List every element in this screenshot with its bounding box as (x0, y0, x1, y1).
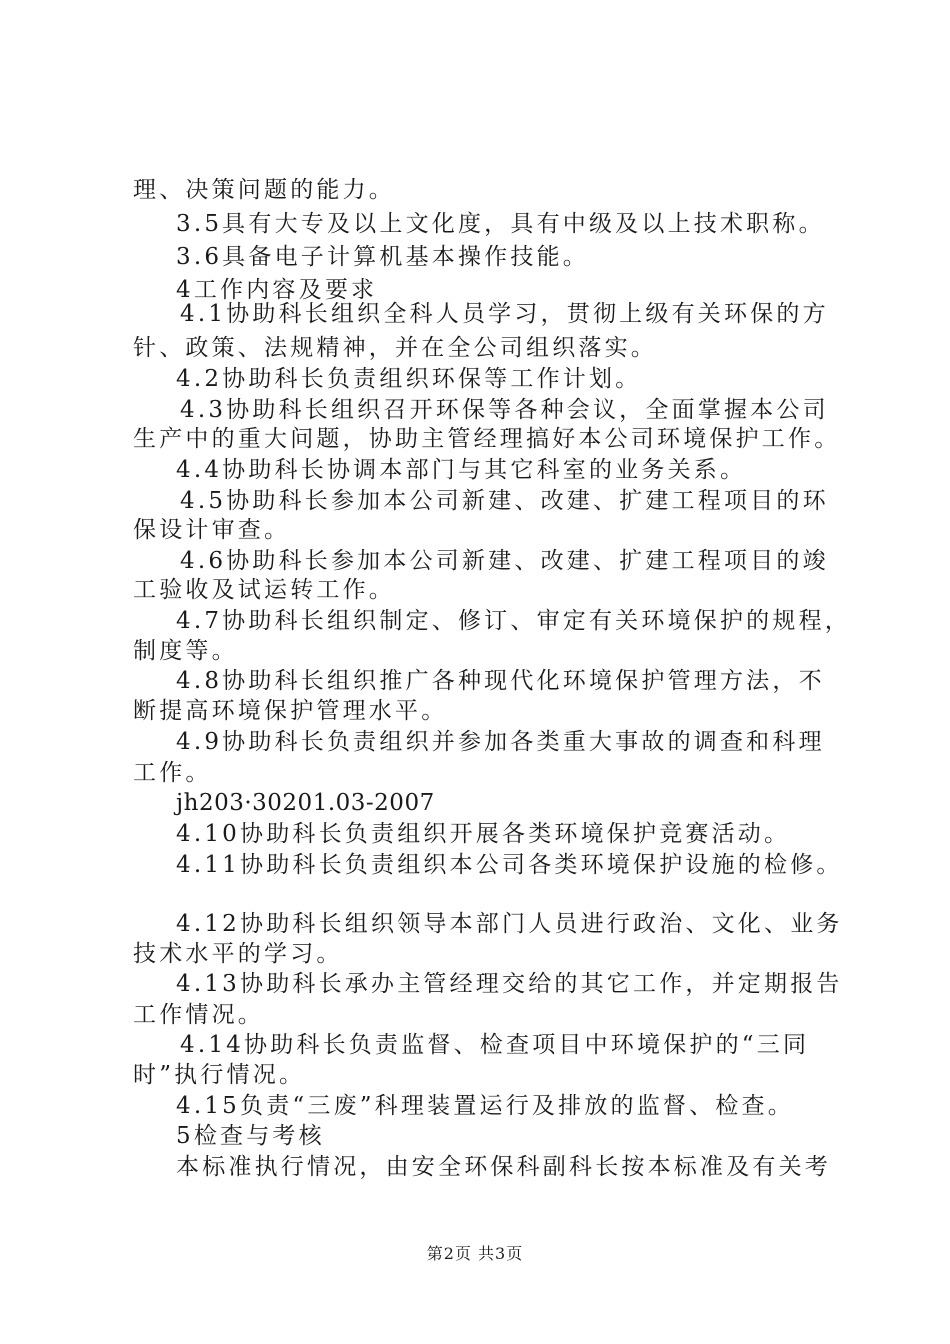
text-line: 本标准执行情况，由安全环保科副科长按本标准及有关考 (176, 1154, 831, 1180)
text-line: 4.6协助科长参加本公司新建、改建、扩建工程项目的竣 (180, 548, 829, 574)
text-line: 4.12协助科长组织领导本部门人员进行政治、文化、业务 (176, 911, 843, 937)
text-line: 针、政策、法规精神，并在全公司组织落实。 (133, 335, 657, 361)
text-line: 4.2协助科长负责组织环保等工作计划。 (176, 366, 642, 392)
text-line: 4.10协助科长负责组织开展各类环境保护竞赛活动。 (176, 821, 791, 847)
text-line: 4.1协助科长组织全科人员学习，贯彻上级有关环保的方 (180, 301, 829, 327)
text-line: 4.5协助科长参加本公司新建、改建、扩建工程项目的环 (180, 488, 829, 514)
text-line: 保设计审查。 (133, 517, 291, 543)
text-line: 4.3协助科长组织召开环保等各种会议，全面掌握本公司 (180, 397, 829, 423)
section-heading: 4工作内容及要求 (176, 277, 378, 303)
text-line: 理、决策问题的能力。 (133, 177, 395, 203)
page-footer: 第2页 共3页 (426, 1244, 524, 1263)
text-line: 4.15负责“三废”科理装置运行及排放的监督、检查。 (176, 1093, 794, 1119)
text-line: 3.6具备电子计算机基本操作技能。 (176, 244, 589, 270)
text-line: 4.13协助科长承办主管经理交给的其它工作，并定期报告 (176, 971, 843, 997)
text-line: 断提高环境保护管理水平。 (133, 698, 448, 724)
text-line: 工验收及试运转工作。 (133, 577, 395, 603)
text-line: 技术水平的学习。 (133, 941, 343, 967)
text-line: 4.14协助科长负责监督、检查项目中环境保护的“三同 (180, 1032, 810, 1058)
text-line: 4.4协助科长协调本部门与其它科室的业务关系。 (176, 457, 747, 483)
text-line: 4.9协助科长负责组织并参加各类重大事故的调查和科理 (176, 729, 825, 755)
text-line: 生产中的重大问题，协助主管经理搞好本公司环境保护工作。 (133, 426, 841, 452)
text-line: 工作情况。 (133, 1002, 264, 1028)
text-line: 工作。 (133, 760, 212, 786)
text-line: 4.8协助科长组织推广各种现代化环境保护管理方法，不 (176, 668, 825, 694)
text-line: 4.11协助科长负责组织本公司各类环境保护设施的检修。 (176, 852, 843, 878)
text-line: 3.5具有大专及以上文化度，具有中级及以上技术职称。 (176, 211, 825, 237)
text-line: 4.7协助科长组织制定、修订、审定有关环境保护的规程， (176, 608, 851, 634)
text-line: 时”执行情况。 (133, 1062, 306, 1088)
text-line: 制度等。 (133, 638, 238, 664)
document-code: jh203·30201.03-2007 (176, 790, 435, 816)
section-heading: 5检查与考核 (176, 1123, 325, 1149)
